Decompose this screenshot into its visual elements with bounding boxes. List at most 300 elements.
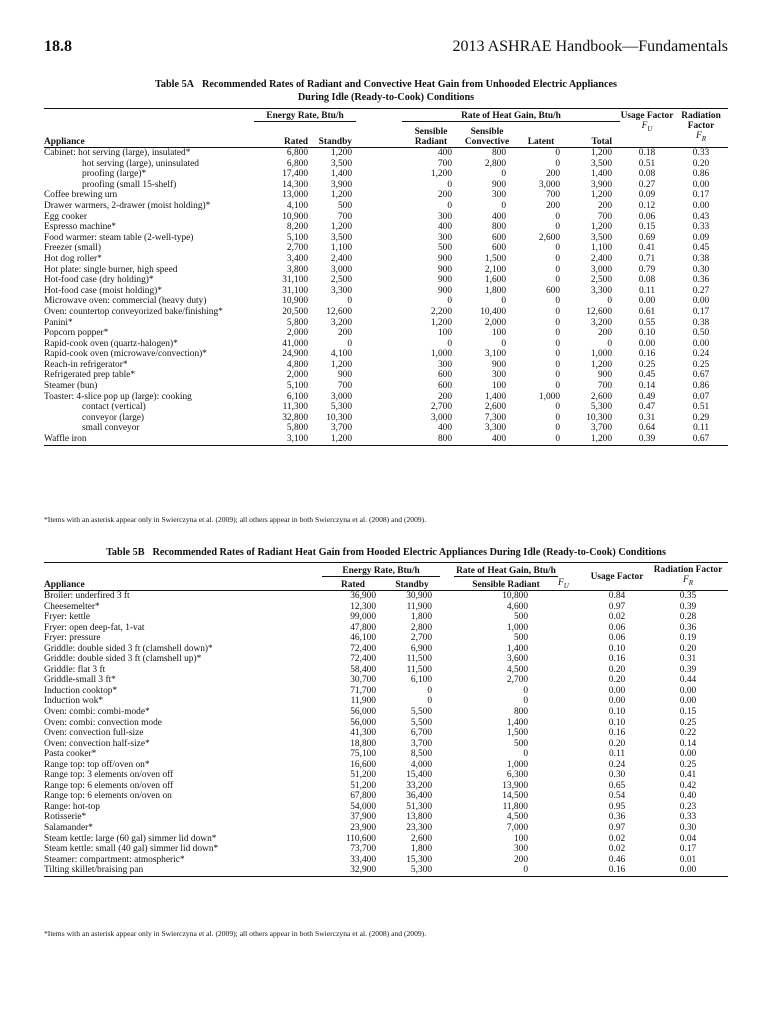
cell-spacer [558, 844, 586, 855]
cell-rated: 24,900 [282, 349, 308, 360]
cell-spacer [356, 275, 402, 286]
page-header [44, 38, 728, 60]
cell-spacer [356, 402, 402, 413]
cell-spacer [356, 392, 402, 403]
cell-latent: 700 [545, 190, 560, 201]
cell-fu: 0.16 [608, 654, 626, 665]
cell-rated: 32,900 [350, 865, 376, 876]
cell-name: Range top: 3 elements on/oven off [44, 770, 174, 781]
cell-spacer [440, 591, 454, 602]
energy-rate-header: Energy Rate, Btu/h [254, 109, 356, 122]
cell-spacer [558, 749, 586, 760]
cell-rated: 73,700 [350, 844, 376, 855]
cell-latent: 0 [555, 402, 560, 413]
table-5b [44, 562, 728, 877]
table-5b-footnote: *Items with an asterisk appear only in Swierczyna et al. (2009); all others appear in both Swierczyna et al. (2008) and (2009). [44, 929, 427, 938]
cell-rad: 2,700 [430, 402, 452, 413]
cell-rated: 36,900 [350, 591, 376, 601]
cell-standby: 1,400 [330, 169, 352, 180]
table-row [44, 686, 728, 697]
cell-rated: 6,100 [286, 391, 308, 402]
cell-spacer [356, 201, 402, 212]
cell-name: Rotisserie* [44, 812, 87, 823]
cell-rated: 12,300 [350, 601, 376, 612]
cell-rad: 1,400 [506, 717, 528, 728]
cell-rad: 500 [513, 738, 528, 749]
cell-latent: 0 [555, 296, 560, 307]
table-row [44, 612, 728, 623]
usage-factor-symbol-5b: F [558, 578, 564, 589]
cell-fu: 0.10 [638, 328, 656, 339]
cell-standby: 5,300 [330, 402, 352, 413]
cell-name: Griddle: flat 3 ft [44, 664, 106, 675]
cell-latent: 0 [555, 317, 560, 328]
cell-spacer [440, 760, 454, 771]
cell-fu: 0.02 [608, 833, 626, 844]
cell-name: Oven: combi: convection mode [44, 717, 162, 728]
cell-fu: 0.02 [608, 612, 626, 623]
table-row [44, 844, 728, 855]
cell-total: 2,400 [590, 253, 612, 264]
cell-standby: 700 [337, 381, 352, 392]
cell-fr: 0.30 [692, 264, 710, 275]
cell-spacer [440, 602, 454, 613]
cell-standby: 1,800 [410, 612, 432, 623]
cell-total: 700 [597, 211, 612, 222]
cell-spacer [558, 781, 586, 792]
cell-spacer [356, 286, 402, 297]
cell-spacer [356, 434, 402, 445]
cell-fr: 0.38 [692, 253, 710, 264]
cell-fr: 0.00 [692, 179, 710, 190]
cell-rad: 900 [437, 264, 452, 275]
cell-name: Egg cooker [44, 211, 87, 222]
cell-rad: 3,000 [430, 412, 452, 423]
cell-name: Toaster: 4-slice pop up (large): cooking [44, 391, 192, 402]
cell-fr: 0.50 [692, 328, 710, 339]
appliance-header: Appliance [44, 137, 85, 147]
cell-rad: 2,200 [430, 306, 452, 317]
cell-rated: 3,400 [286, 253, 308, 264]
cell-fu: 0.08 [638, 169, 656, 180]
table-row [44, 855, 728, 866]
cell-fu: 0.11 [638, 285, 656, 296]
cell-name: Oven: countertop conveyorized bake/finishing* [44, 306, 223, 317]
cell-total: 10,300 [586, 412, 612, 423]
cell-fu: 0.39 [638, 434, 656, 445]
cell-rated: 5,100 [286, 381, 308, 392]
cell-fr: 0.38 [692, 317, 710, 328]
cell-rad: 4,600 [506, 601, 528, 612]
table-row [44, 434, 728, 445]
cell-rad: 300 [513, 844, 528, 855]
radiation-factor-subscript: R [701, 134, 706, 143]
cell-fr: 0.17 [692, 190, 710, 201]
cell-total: 1,200 [590, 434, 612, 445]
cell-fu: 0.10 [608, 643, 626, 654]
cell-total: 1,200 [590, 148, 612, 158]
cell-fu: 0.16 [608, 865, 626, 876]
table-row [44, 781, 728, 792]
table-row [44, 148, 728, 159]
cell-rated: 72,400 [350, 643, 376, 654]
cell-fr: 0.00 [679, 696, 697, 707]
cell-rad: 500 [513, 633, 528, 644]
cell-spacer [558, 612, 586, 623]
sensible-radiant-header: Sensible Radiant [414, 127, 448, 147]
cell-conv: 7,300 [484, 412, 506, 423]
radiation-factor-header: Radiation Factor [681, 111, 721, 131]
cell-fr: 0.09 [692, 232, 710, 243]
cell-fr: 0.67 [692, 370, 710, 381]
cell-fu: 0.97 [608, 823, 626, 834]
cell-rad: 0 [447, 338, 452, 349]
cell-fr: 0.36 [679, 622, 697, 633]
cell-conv: 2,800 [484, 158, 506, 169]
cell-rad: 1,000 [506, 759, 528, 770]
table-row [44, 423, 728, 434]
cell-name: Fryer: kettle [44, 612, 91, 623]
cell-rad: 0 [523, 685, 528, 696]
cell-standby: 2,800 [410, 622, 432, 633]
cell-standby: 51,300 [406, 801, 432, 812]
cell-spacer [440, 675, 454, 686]
cell-fr: 0.01 [679, 854, 697, 865]
cell-rated: 10,900 [282, 296, 308, 307]
cell-standby: 4,000 [410, 759, 432, 770]
cell-rated: 71,700 [350, 685, 376, 696]
cell-spacer [440, 781, 454, 792]
cell-rad: 1,400 [506, 643, 528, 654]
cell-fr: 0.42 [679, 780, 697, 791]
cell-fu: 0.84 [608, 591, 626, 601]
cell-total: 700 [597, 381, 612, 392]
cell-total: 5,300 [590, 402, 612, 413]
table-5b-title: Recommended Rates of Radiant Heat Gain from Hooded Electric Appliances During Idle (Ready-to-Cook) Conditions [152, 547, 666, 558]
table-row [44, 675, 728, 686]
cell-rad: 1,000 [506, 622, 528, 633]
cell-fr: 0.00 [692, 200, 710, 211]
cell-spacer [440, 633, 454, 644]
cell-spacer [558, 696, 586, 707]
cell-spacer [558, 728, 586, 739]
cell-fr: 0.25 [679, 717, 697, 728]
cell-spacer [356, 328, 402, 339]
cell-spacer [558, 791, 586, 802]
table-row [44, 370, 728, 381]
cell-rated: 110,600 [345, 833, 376, 844]
cell-fr: 0.33 [692, 222, 710, 233]
cell-standby: 0 [427, 685, 432, 696]
cell-latent: 0 [555, 253, 560, 264]
cell-name: Steam kettle: large (60 gal) simmer lid down* [44, 833, 217, 844]
cell-rad: 0 [447, 296, 452, 307]
cell-rated: 75,100 [350, 749, 376, 760]
cell-standby: 0 [347, 296, 352, 307]
cell-spacer [440, 865, 454, 876]
cell-fu: 0.16 [638, 349, 656, 360]
table-row [44, 760, 728, 771]
cell-standby: 1,200 [330, 190, 352, 201]
cell-fu: 0.00 [608, 696, 626, 707]
cell-spacer [440, 802, 454, 813]
cell-rad: 10,800 [502, 591, 528, 601]
cell-standby: 3,500 [330, 232, 352, 243]
cell-fr: 0.27 [692, 285, 710, 296]
cell-rated: 47,800 [350, 622, 376, 633]
cell-fu: 0.15 [638, 222, 656, 233]
cell-standby: 1,200 [330, 222, 352, 233]
cell-rated: 31,100 [282, 275, 308, 286]
table-row [44, 201, 728, 212]
table-5a-title-line2: During Idle (Ready-to-Cook) Conditions [297, 92, 475, 103]
appliance-header-5b: Appliance [44, 580, 85, 590]
cell-name: Rapid-cook oven (microwave/convection)* [44, 349, 207, 360]
cell-fu: 0.71 [638, 253, 656, 264]
cell-total: 3,900 [590, 179, 612, 190]
cell-standby: 2,600 [410, 833, 432, 844]
cell-standby: 2,500 [330, 275, 352, 286]
cell-name: Coffee brewing urn [44, 190, 118, 201]
cell-latent: 0 [555, 434, 560, 445]
book-title: 2013 ASHRAE Handbook—Fundamentals [452, 38, 728, 55]
cell-conv: 800 [491, 148, 506, 158]
cell-rad: 800 [437, 434, 452, 445]
cell-standby: 30,900 [406, 591, 432, 601]
cell-name: Salamander* [44, 823, 93, 834]
sensible-convective-header: Sensible Convective [464, 127, 510, 147]
cell-rated: 30,700 [350, 675, 376, 686]
cell-rad: 200 [437, 391, 452, 402]
cell-name: Hot-food case (moist holding)* [44, 285, 162, 296]
cell-conv: 1,500 [484, 253, 506, 264]
cell-rad: 1,200 [430, 169, 452, 180]
cell-name: Broiler: underfired 3 ft [44, 591, 130, 601]
cell-rad: 1,500 [506, 728, 528, 739]
cell-rad: 200 [513, 854, 528, 865]
cell-conv: 2,000 [484, 317, 506, 328]
cell-fr: 0.20 [679, 643, 697, 654]
table-5a [44, 108, 728, 446]
cell-rad: 0 [523, 696, 528, 707]
cell-rad: 600 [437, 381, 452, 392]
cell-spacer [558, 739, 586, 750]
cell-total: 1,000 [590, 349, 612, 360]
cell-name: Cabinet: hot serving (large), insulated* [44, 148, 191, 158]
cell-fu: 0.00 [638, 296, 656, 307]
table-row [44, 254, 728, 265]
cell-total: 12,600 [586, 306, 612, 317]
cell-fr: 0.36 [692, 275, 710, 286]
cell-total: 3,300 [590, 285, 612, 296]
cell-rated: 58,400 [350, 664, 376, 675]
cell-name: Induction wok* [44, 696, 104, 707]
cell-conv: 0 [501, 169, 506, 180]
cell-rated: 17,400 [282, 169, 308, 180]
cell-rated: 56,000 [350, 707, 376, 718]
table-row [44, 834, 728, 845]
cell-name: Range top: 6 elements on/oven on [44, 791, 172, 802]
cell-spacer [356, 318, 402, 329]
cell-rad: 300 [437, 232, 452, 243]
cell-latent: 0 [555, 359, 560, 370]
cell-spacer [558, 623, 586, 634]
latent-header: Latent [527, 137, 555, 147]
cell-fr: 0.86 [692, 381, 710, 392]
cell-fu: 0.30 [608, 770, 626, 781]
cell-spacer [356, 169, 402, 180]
cell-fr: 0.17 [692, 306, 710, 317]
table-row [44, 243, 728, 254]
cell-fu: 0.06 [638, 211, 656, 222]
cell-rated: 4,800 [286, 359, 308, 370]
cell-total: 3,500 [590, 232, 612, 243]
cell-standby: 900 [337, 370, 352, 381]
cell-rad: 4,500 [506, 812, 528, 823]
cell-rated: 16,600 [350, 759, 376, 770]
cell-name: Waffle iron [44, 434, 87, 445]
rated-header: Rated [284, 137, 308, 147]
cell-spacer [558, 865, 586, 876]
cell-total: 1,200 [590, 359, 612, 370]
cell-fr: 0.67 [692, 434, 710, 445]
cell-rated: 10,900 [282, 211, 308, 222]
cell-spacer [356, 243, 402, 254]
cell-rad: 14,500 [502, 791, 528, 802]
total-header: Total [591, 137, 612, 147]
cell-conv: 900 [491, 179, 506, 190]
cell-fr: 0.07 [692, 391, 710, 402]
cell-rated: 2,000 [286, 370, 308, 381]
cell-conv: 900 [491, 359, 506, 370]
cell-conv: 600 [491, 232, 506, 243]
cell-rad: 900 [437, 253, 452, 264]
cell-spacer [356, 180, 402, 191]
table-row [44, 770, 728, 781]
cell-spacer [440, 823, 454, 834]
cell-rated: 32,800 [282, 412, 308, 423]
cell-fr: 0.11 [692, 423, 710, 434]
cell-fu: 0.06 [608, 633, 626, 644]
cell-standby: 6,100 [410, 675, 432, 686]
cell-latent: 0 [555, 412, 560, 423]
cell-standby: 11,500 [406, 664, 432, 675]
table-row [44, 381, 728, 392]
cell-spacer [558, 633, 586, 644]
cell-spacer [356, 296, 402, 307]
cell-rad: 0 [523, 865, 528, 876]
cell-spacer [356, 190, 402, 201]
cell-standby: 3,300 [330, 285, 352, 296]
cell-spacer [356, 423, 402, 434]
cell-total: 0 [607, 296, 612, 307]
table-row [44, 739, 728, 750]
table-5a-caption [44, 78, 728, 104]
cell-spacer [558, 707, 586, 718]
cell-fu: 0.51 [638, 158, 656, 169]
cell-name: Induction cooktop* [44, 685, 118, 696]
cell-standby: 3,500 [330, 158, 352, 169]
cell-rated: 41,300 [350, 728, 376, 739]
radiation-factor-header-5b: Radiation Factor [653, 565, 723, 576]
cell-name: conveyor (large) [82, 412, 145, 423]
cell-spacer [356, 307, 402, 318]
cell-rated: 99,000 [350, 612, 376, 623]
cell-rad: 100 [513, 833, 528, 844]
cell-standby: 1,800 [410, 844, 432, 855]
cell-rated: 20,500 [282, 306, 308, 317]
cell-fr: 0.22 [679, 728, 697, 739]
cell-name: Griddle: double sided 3 ft (clamshell down)* [44, 643, 213, 654]
cell-conv: 300 [491, 190, 506, 201]
cell-name: proofing (small 15-shelf) [82, 179, 177, 190]
cell-spacer [356, 212, 402, 223]
cell-rad: 900 [437, 275, 452, 286]
cell-standby: 15,400 [406, 770, 432, 781]
cell-spacer [356, 233, 402, 244]
table-row [44, 718, 728, 729]
cell-spacer [440, 644, 454, 655]
table-row [44, 339, 728, 350]
table-5a-title-line1: Recommended Rates of Radiant and Convective Heat Gain from Unhooded Electric Appliances [202, 79, 617, 90]
cell-spacer [440, 654, 454, 665]
cell-standby: 3,000 [330, 264, 352, 275]
cell-spacer [440, 623, 454, 634]
cell-rad: 1,000 [430, 349, 452, 360]
cell-total: 1,200 [590, 190, 612, 201]
cell-fu: 0.02 [608, 844, 626, 855]
cell-standby: 10,300 [326, 412, 352, 423]
cell-fu: 0.24 [608, 759, 626, 770]
table-row [44, 644, 728, 655]
cell-fr: 0.19 [679, 633, 697, 644]
cell-spacer [558, 644, 586, 655]
cell-spacer [440, 728, 454, 739]
cell-fr: 0.31 [679, 654, 697, 665]
cell-standby: 3,000 [330, 391, 352, 402]
cell-rated: 6,800 [286, 158, 308, 169]
table-row [44, 696, 728, 707]
cell-latent: 0 [555, 211, 560, 222]
cell-name: Fryer: pressure [44, 633, 101, 644]
table-5a-label: Table 5A [155, 79, 195, 90]
cell-standby: 700 [337, 211, 352, 222]
cell-fr: 0.00 [692, 296, 710, 307]
cell-spacer [356, 349, 402, 360]
cell-spacer [558, 602, 586, 613]
table-5a-footnote: *Items with an asterisk appear only in Swierczyna et al. (2009); all others appear in both Swierczyna et al. (2008) and (2009). [44, 515, 427, 524]
table-row [44, 413, 728, 424]
cell-fr: 0.00 [692, 338, 710, 349]
table-row [44, 865, 728, 876]
cell-fr: 0.51 [692, 402, 710, 413]
cell-fu: 0.10 [608, 707, 626, 718]
table-row [44, 159, 728, 170]
cell-latent: 1,000 [538, 391, 560, 402]
cell-fu: 0.79 [638, 264, 656, 275]
cell-fu: 0.14 [638, 381, 656, 392]
cell-name: Pasta cooker* [44, 749, 97, 760]
cell-spacer [440, 749, 454, 760]
cell-rated: 72,400 [350, 654, 376, 665]
cell-name: Oven: convection full-size [44, 728, 144, 739]
cell-rated: 4,100 [286, 200, 308, 211]
cell-fr: 0.00 [679, 865, 697, 876]
cell-spacer [356, 159, 402, 170]
cell-standby: 1,200 [330, 359, 352, 370]
cell-spacer [558, 834, 586, 845]
cell-name: Food warmer: steam table (2-well-type) [44, 232, 194, 243]
